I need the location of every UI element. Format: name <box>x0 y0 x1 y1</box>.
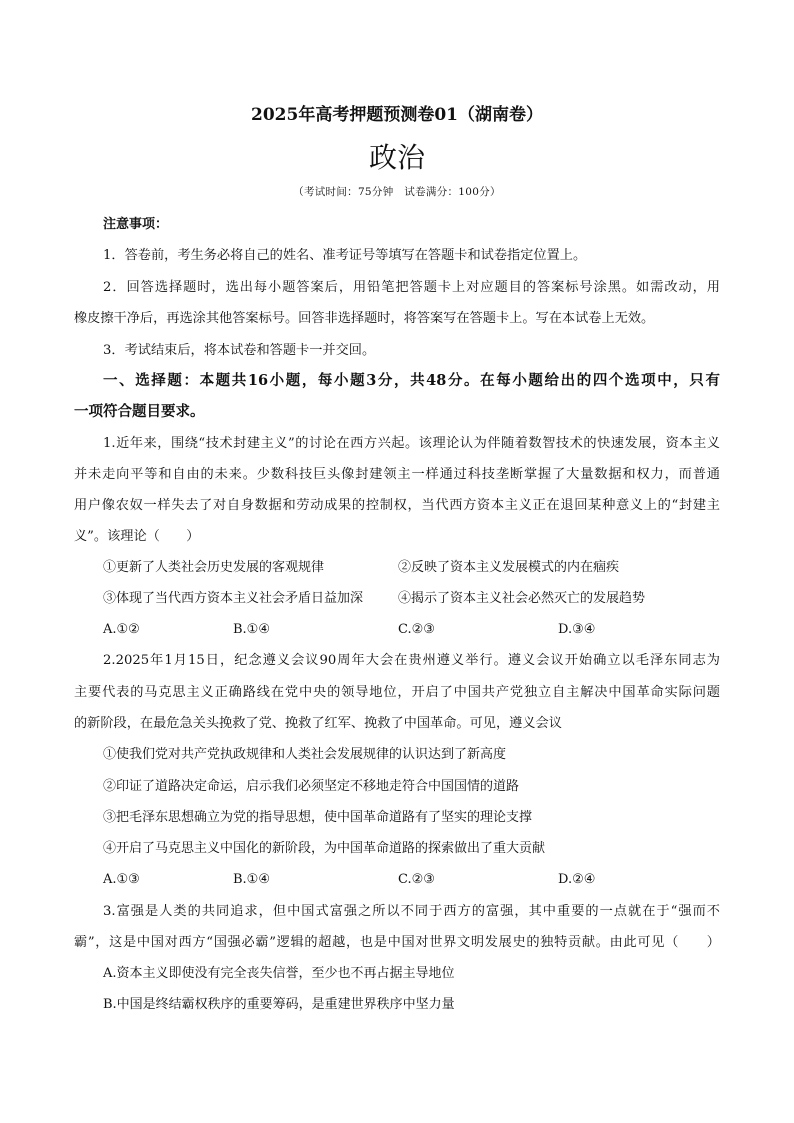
notice-item-2-line-2: 橡皮擦干净后，再选涂其他答案标号。回答非选择题时，将答案写在答题卡上。写在本试卷上无效。 <box>74 311 655 326</box>
q2-option-d: D.②④ <box>558 872 596 887</box>
q1-option-c: C.②③ <box>398 622 435 637</box>
q2-stem-line-1: 2.2025年1月15日，纪念遵义会议90周年大会在贵州遵义举行。遵义会议开始确立以毛泽东同志为 <box>103 653 720 668</box>
q3-stem-line-1: 3.富强是人类的共同追求，但中国式富强之所以不同于西方的富强，其中重要的一点就在于“强而不 <box>103 904 720 919</box>
subject-title: 政治 <box>368 141 425 174</box>
q1-statement-3: ③体现了当代西方资本主义社会矛盾日益加深 <box>103 591 364 606</box>
section-heading-line-2: 一项符合题目要求。 <box>74 403 205 420</box>
q1-option-d: D.③④ <box>558 622 596 637</box>
q2-statement-4: ④开启了马克思主义中国化的新阶段，为中国革命道路的探索做出了重大贡献 <box>103 841 546 856</box>
q2-statement-2: ②印证了道路决定命运，启示我们必须坚定不移地走符合中国国情的道路 <box>103 779 520 794</box>
section-heading-line-1: 一、选择题：本题共16小题，每小题3分，共48分。在每小题给出的四个选项中，只有 <box>103 372 720 389</box>
exam-title: 2025年高考押题预测卷01（湖南卷） <box>251 105 543 125</box>
q1-statement-4: ④揭示了资本主义社会必然灭亡的发展趋势 <box>398 591 646 606</box>
q2-statement-1: ①使我们党对共产党执政规律和人类社会发展规律的认识达到了新高度 <box>103 747 507 762</box>
q1-statement-1: ①更新了人类社会历史发展的客观规律 <box>103 560 325 575</box>
q1-stem-line-1: 1.近年来，围绕“技术封建主义”的讨论在西方兴起。该理论认为伴随着数智技术的快速发展，资本主义 <box>103 436 720 451</box>
q2-option-c: C.②③ <box>398 872 435 887</box>
q3-option-a: A.资本主义即使没有完全丧失信誉，至少也不再占据主导地位 <box>103 966 455 981</box>
q2-statement-3: ③把毛泽东思想确立为党的指导思想，使中国革命道路有了坚实的理论支撑 <box>103 810 533 825</box>
q2-option-a: A.①③ <box>103 872 140 887</box>
q1-statement-2: ②反映了资本主义发展模式的内在痼疾 <box>398 560 620 575</box>
exam-info: （考试时间：75分钟 试卷满分：100分） <box>293 186 501 198</box>
notice-item-2-line-1: 2．回答选择题时，选出每小题答案后，用铅笔把答题卡上对应题目的答案标号涂黑。如需改动，用 <box>103 280 720 295</box>
q2-option-b: B.①④ <box>233 872 270 887</box>
q1-stem-line-2: 并未走向平等和自由的未来。少数科技巨头像封建领主一样通过科技垄断掌握了大量数据和权力，而普通 <box>74 467 720 482</box>
q1-option-a: A.①② <box>103 622 140 637</box>
q1-stem-line-4: 义”。该理论（ ） <box>74 529 200 544</box>
notice-heading: 注意事项： <box>103 217 169 232</box>
q1-option-b: B.①④ <box>233 622 270 637</box>
q2-stem-line-2: 主要代表的马克思主义正确路线在党中央的领导地位，开启了中国共产党独立自主解决中国革命实际问题 <box>74 685 720 700</box>
q3-stem-line-2: 霸”，这是中国对西方“国强必霸”逻辑的超越，也是中国对世界文明发展史的独特贡献。由此可见（ ） <box>74 935 720 950</box>
notice-item-3: 3．考试结束后，将本试卷和答题卡一并交回。 <box>103 343 376 358</box>
q1-stem-line-3: 用户像农奴一样失去了对自身数据和劳动成果的控制权，当代西方资本主义正在退回某种意义上的“封建主 <box>74 498 720 513</box>
notice-item-1: 1．答卷前，考生务必将自己的姓名、准考证号等填写在答题卡和试卷指定位置上。 <box>103 248 587 263</box>
q3-option-b: B.中国是终结霸权秩序的重要筹码，是重建世界秩序中坚力量 <box>103 997 455 1012</box>
q2-stem-line-3: 的新阶段，在最危急关头挽救了党、挽救了红军、挽救了中国革命。可见，遵义会议 <box>74 716 562 731</box>
